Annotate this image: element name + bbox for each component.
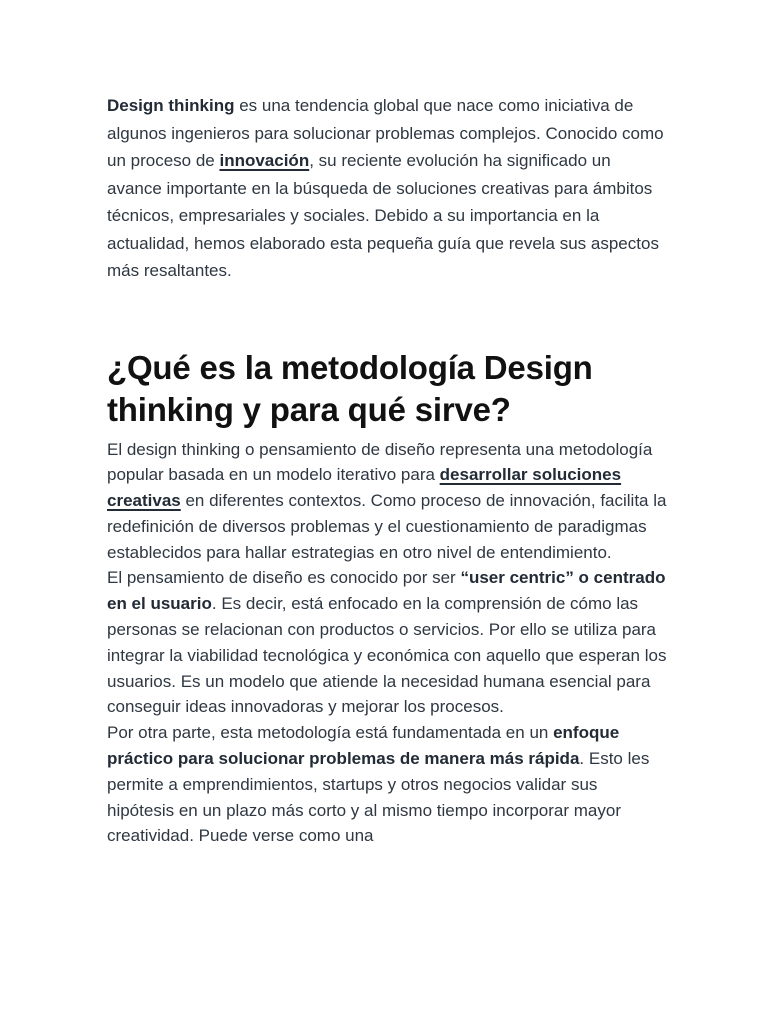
section-paragraph-3	[107, 720, 667, 849]
innovacion-link[interactable]: innovación	[219, 151, 310, 170]
intro-text-2: , su reciente evolución ha significado un avance importante en la búsqueda de soluciones creativas para ámbitos técnicos, empresariales y sociales. Debido a su importancia en la actualidad, hemos elaborado esta pequeña guía que revela sus aspectos más resaltantes.	[107, 151, 659, 280]
section-heading: ¿Qué es la metodología Design thinking y para qué sirve?	[107, 348, 593, 428]
p3-bold: enfoque práctico para solucionar problemas de manera más rápida	[107, 723, 620, 769]
intro-term: Design thinking	[107, 96, 235, 115]
section-paragraph-1	[107, 437, 667, 566]
p2-bold: “user centric” o centrado en el usuario	[107, 568, 666, 614]
p2-text-2: . Es decir, está enfocado en la comprensión de cómo las personas se relacionan con productos o servicios. Por ello se utiliza para integrar la viabilidad tecnológica y económica con aquello que esperan los usuarios. Es un modelo que atiende la necesidad humana esencial para conseguir ideas innovadoras y mejorar los procesos.	[107, 594, 667, 717]
p3-text-1: Por otra parte, esta metodología está fundamentada en un	[107, 723, 554, 743]
article-content	[107, 92, 667, 849]
intro-paragraph	[107, 92, 667, 285]
intro-text-1: es una tendencia global que nace como iniciativa de algunos ingenieros para solucionar problemas complejos. Conocido como un proceso de	[107, 96, 664, 170]
desarrollar-soluciones-link[interactable]: desarrollar soluciones creativas	[107, 465, 622, 511]
section-paragraph-2	[107, 565, 667, 720]
p1-text-2: en diferentes contextos. Como proceso de innovación, facilita la redefinición de diversos problemas y el cuestionamiento de paradigmas establecidos para hallar estrategias en otro nivel de entendimiento.	[107, 491, 667, 562]
p1-text-1: El design thinking o pensamiento de diseño representa una metodología popular basada en un modelo iterativo para	[107, 439, 653, 485]
p3-text-2: . Esto les permite a emprendimientos, startups y otros negocios validar sus hipótesis en un plazo más corto y al mismo tiempo incorporar mayor creatividad. Puede verse como una	[107, 749, 650, 846]
p2-text-1: El pensamiento de diseño es conocido por ser	[107, 568, 461, 588]
